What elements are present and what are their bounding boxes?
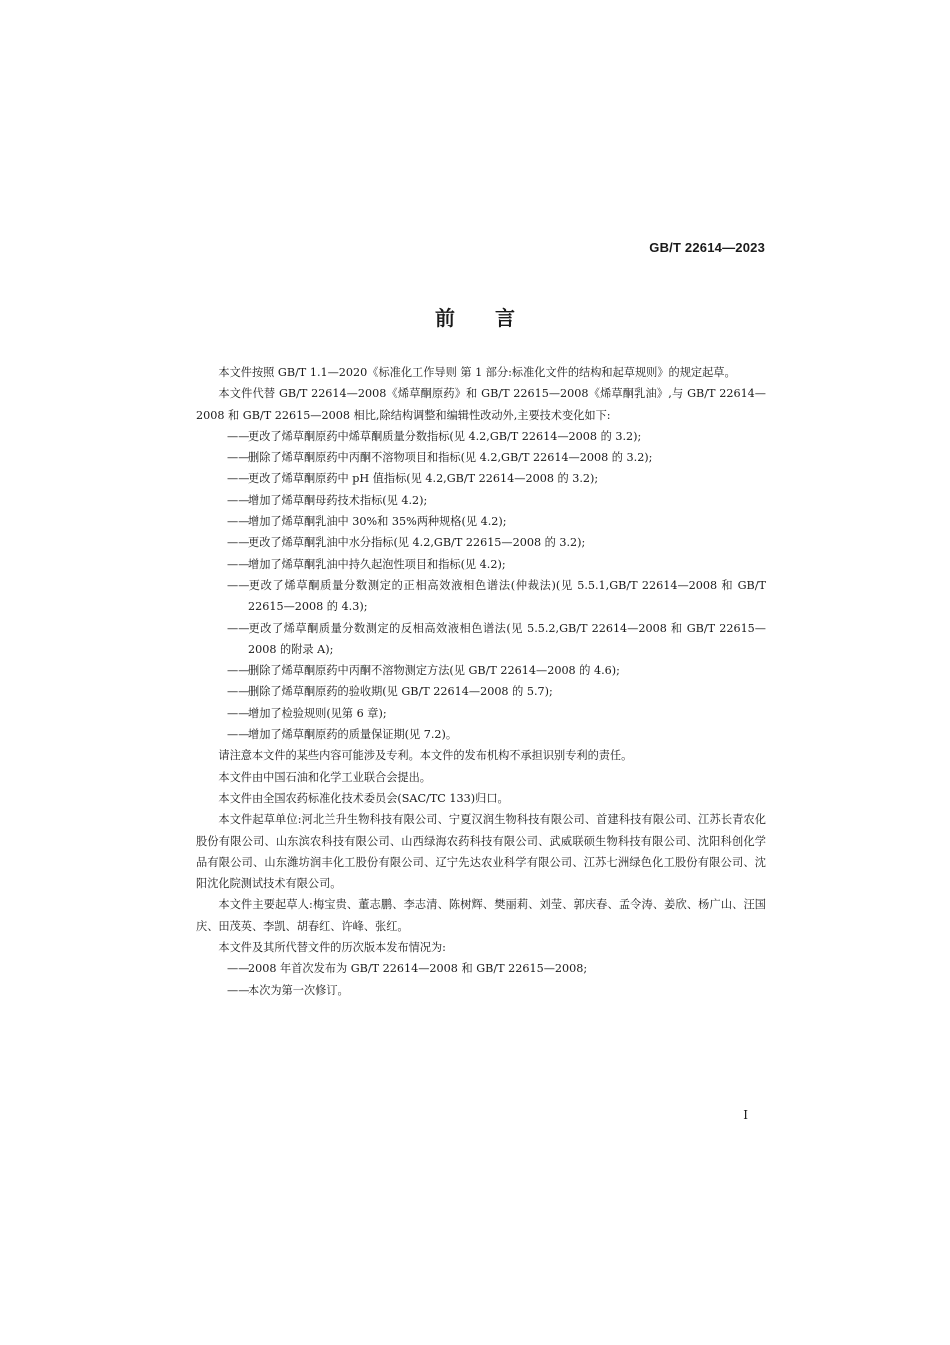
list-item-text: 删除了烯草酮原药中丙酮不溶物测定方法(见 GB/T 22614—2008 的 4.6); (248, 664, 620, 678)
list-item (196, 554, 766, 575)
list-item-text: 删除了烯草酮原药的验收期(见 GB/T 22614—2008 的 5.7); (248, 685, 553, 699)
paragraph: 本文件起草单位:河北兰升生物科技有限公司、宁夏汉润生物科技有限公司、首建科技有限公司、江苏长青农化股份有限公司、山东滨农科技有限公司、山西绿海农药科技有限公司、武威联硕生物科技有限公司、沈阳科创化学品有限公司、山东潍坊润丰化工股份有限公司、辽宁先达农业科学有限公司、江苏七洲绿色化工股份有限公司、沈阳沈化院测试技术有限公司。 (196, 813, 766, 891)
paragraph: 本文件主要起草人:梅宝贵、董志鹏、李志清、陈树辉、樊丽莉、刘莹、郭庆春、孟令涛、姜欣、杨广山、汪国庆、田茂英、李凯、胡春红、许峰、张红。 (196, 898, 766, 933)
list-item-text: 增加了烯草酮乳油中 30%和 35%两种规格(见 4.2); (248, 515, 507, 529)
paragraph: 请注意本文件的某些内容可能涉及专利。本文件的发布机构不承担识别专利的责任。 (218, 749, 633, 763)
list-item-text: 更改了烯草酮质量分数测定的反相高效液相色谱法(见 5.5.2,GB/T 22614—2008 和 GB/T 22615—2008 的附录 A); (248, 621, 766, 656)
dash-marker: —— (227, 685, 250, 699)
dash-marker: —— (227, 983, 250, 997)
list-item (196, 618, 766, 661)
page-number: I (743, 1108, 748, 1122)
list-item-text: 更改了烯草酮原药中烯草酮质量分数指标(见 4.2,GB/T 22614—2008 的 3.2); (248, 429, 642, 443)
list-item (196, 958, 766, 979)
dash-marker: —— (227, 515, 250, 529)
dash-marker: —— (227, 706, 250, 720)
list-item (196, 724, 766, 745)
paragraph: 本文件代替 GB/T 22614—2008《烯草酮原药》和 GB/T 22615—2008《烯草酮乳油》,与 GB/T 22614—2008 和 GB/T 22615—2008 相比,除结构调整和编辑性改动外,主要技术变化如下: (196, 387, 766, 422)
list-item-text: 增加了烯草酮乳油中持久起泡性项目和指标(见 4.2); (248, 557, 506, 571)
dash-marker: —— (227, 472, 250, 486)
list-item-text: 更改了烯草酮乳油中水分指标(见 4.2,GB/T 22615—2008 的 3.2); (248, 536, 586, 550)
list-item (196, 468, 766, 489)
list-item-text: 增加了烯草酮原药的质量保证期(见 7.2)。 (248, 728, 458, 742)
paragraph: 本文件由全国农药标准化技术委员会(SAC/TC 133)归口。 (218, 791, 509, 805)
list-item-text: 更改了烯草酮质量分数测定的正相高效液相色谱法(仲裁法)(见 5.5.1,GB/T 22614—2008 和 GB/T 22615—2008 的 4.3); (248, 578, 766, 614)
list-item (196, 490, 766, 511)
list-item-text: 本次为第一次修订。 (248, 983, 349, 997)
list-item (196, 447, 766, 468)
list-item-text: 2008 年首次发布为 GB/T 22614—2008 和 GB/T 22615—2008; (248, 962, 588, 976)
paragraph: 本文件由中国石油和化学工业联合会提出。 (218, 770, 431, 784)
list-item-text: 增加了烯草酮母药技术指标(见 4.2); (248, 493, 428, 507)
dash-marker: —— (227, 578, 250, 592)
dash-marker: —— (227, 493, 250, 507)
list-item (196, 511, 766, 532)
dash-marker: —— (227, 664, 250, 678)
dash-marker: —— (227, 621, 250, 635)
list-item (196, 532, 766, 553)
dash-marker: —— (227, 536, 250, 550)
dash-marker: —— (227, 451, 250, 465)
list-item-text: 增加了检验规则(见第 6 章); (248, 706, 387, 720)
list-item (196, 660, 766, 681)
dash-marker: —— (227, 962, 250, 976)
page-title: 前言 (435, 306, 555, 330)
list-item-text: 更改了烯草酮原药中 pH 值指标(见 4.2,GB/T 22614—2008 的 3.2); (248, 472, 599, 486)
list-item-text: 删除了烯草酮原药中丙酮不溶物项目和指标(见 4.2,GB/T 22614—2008 的 3.2); (248, 451, 653, 465)
paragraph: 本文件按照 GB/T 1.1—2020《标准化工作导则 第 1 部分:标准化文件的结构和起草规则》的规定起草。 (218, 366, 736, 379)
list-item (196, 575, 766, 618)
document-code: GB/T 22614—2023 (649, 240, 765, 255)
paragraph: 本文件及其所代替文件的历次版本发布情况为: (218, 941, 446, 955)
list-item (196, 703, 766, 724)
dash-marker: —— (227, 429, 250, 443)
list-item (196, 681, 766, 702)
dash-marker: —— (227, 728, 250, 742)
list-item (196, 980, 766, 1001)
dash-marker: —— (227, 557, 250, 571)
foreword-body (196, 362, 766, 1001)
list-item (196, 426, 766, 447)
